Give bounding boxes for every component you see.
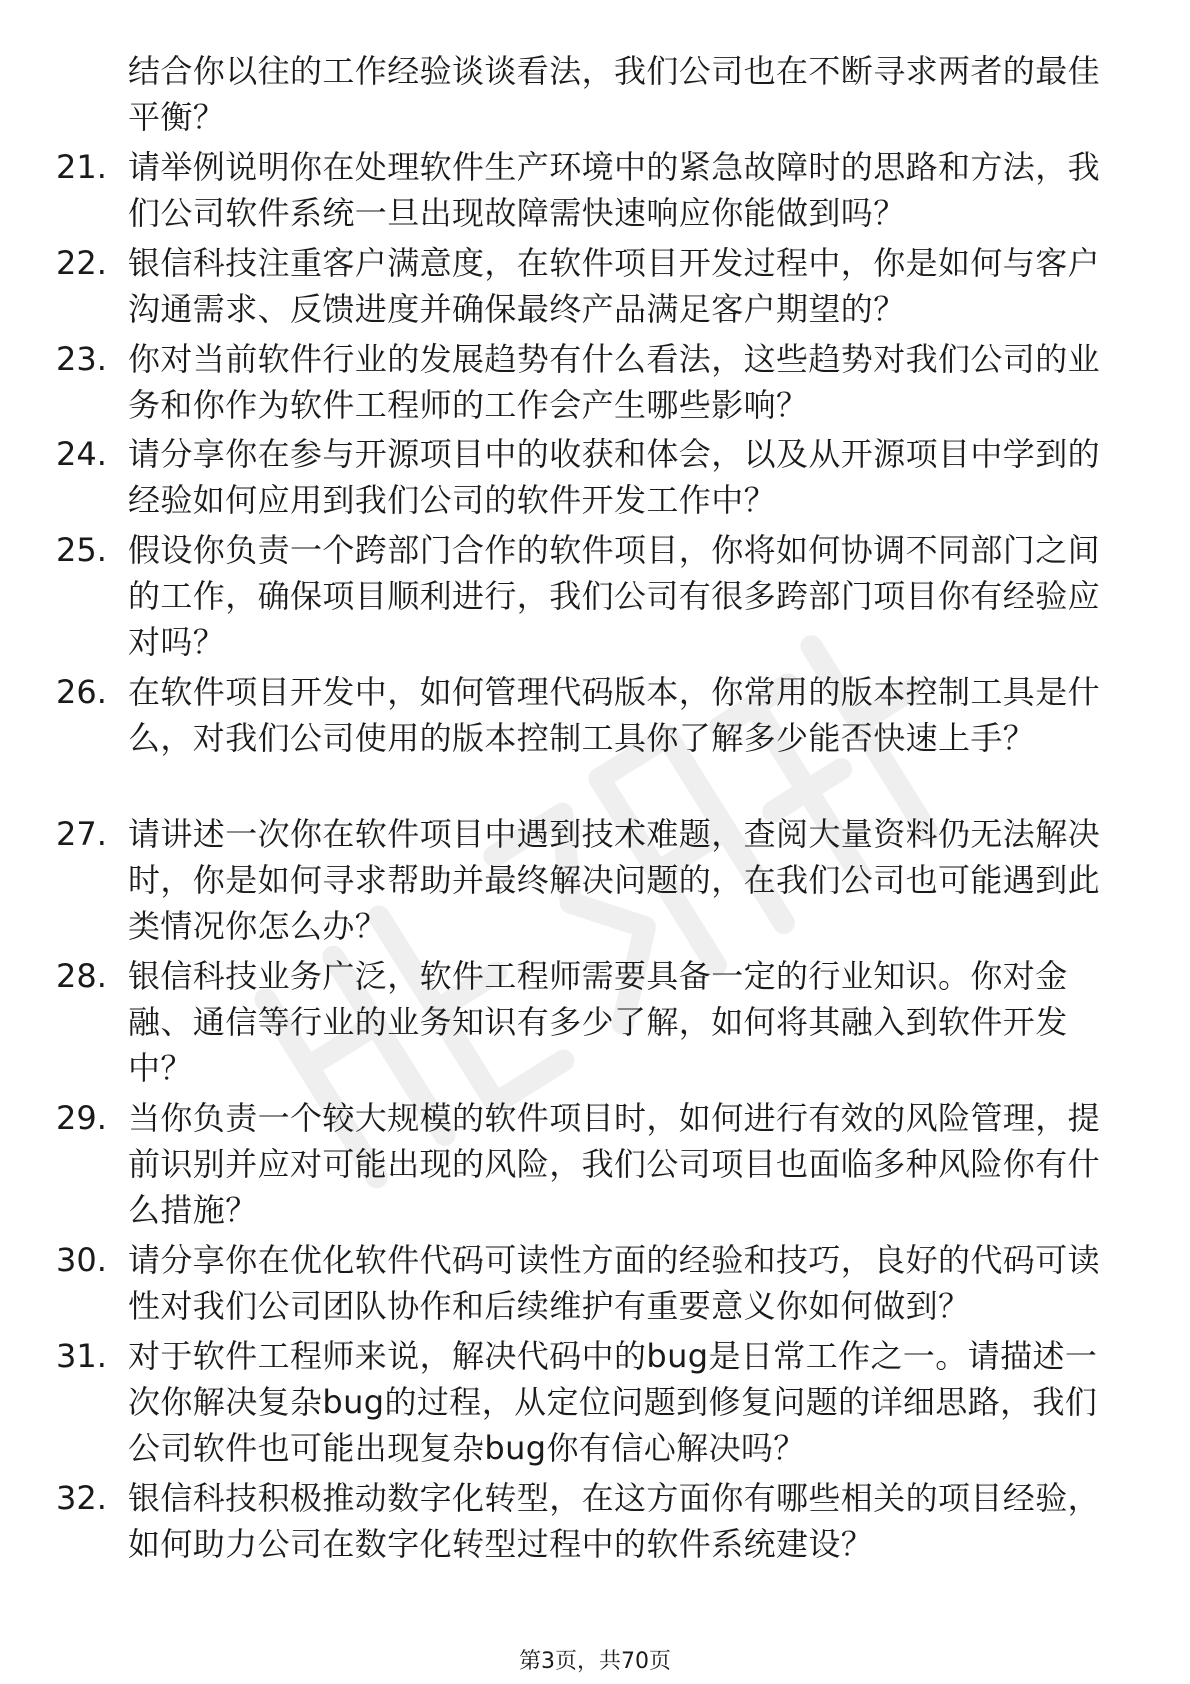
question-text: 对于软件工程师来说，解决代码中的bug是日常工作之一。请描述一次你解决复杂bug的过程，从定位问题到修复问题的详细思路，我们公司软件也可能出现复杂bug你有信心解决吗？ — [128, 1337, 1098, 1467]
question-text: 银信科技注重客户满意度，在软件项目开发过程中，你是如何与客户沟通需求、反馈进度并确保最终产品满足客户期望的？ — [128, 244, 1101, 328]
continuation-text: 结合你以往的工作经验谈谈看法，我们公司也在不断寻求两者的最佳平衡？ — [128, 52, 1101, 136]
question-number: 32. — [56, 1479, 107, 1517]
question-number: 31. — [56, 1337, 107, 1375]
question-text: 请讲述一次你在软件项目中遇到技术难题，查阅大量资料仍无法解决时，你是如何寻求帮助并最终解决问题的，在我们公司也可能遇到此类情况你怎么办？ — [128, 815, 1101, 945]
question-number: 30. — [56, 1241, 107, 1279]
question-number: 27. — [56, 815, 107, 853]
question-text: 请分享你在优化软件代码可读性方面的经验和技巧，良好的代码可读性对我们公司团队协作和后续维护有重要意义你如何做到？ — [128, 1241, 1101, 1325]
question-text: 银信科技积极推动数字化转型，在这方面你有哪些相关的项目经验，如何助力公司在数字化转型过程中的软件系统建设？ — [128, 1479, 1101, 1563]
question-number: 26. — [56, 673, 107, 711]
question-number: 23. — [56, 340, 107, 378]
question-number: 29. — [56, 1099, 107, 1137]
question-text: 银信科技业务广泛，软件工程师需要具备一定的行业知识。你对金融、通信等行业的业务知识有多少了解，如何将其融入到软件开发中？ — [128, 957, 1068, 1087]
question-number: 22. — [56, 244, 107, 282]
question-number: 28. — [56, 957, 107, 995]
page-footer: 第3页，共70页 — [519, 1649, 671, 1674]
question-number: 21. — [56, 148, 107, 186]
question-text: 当你负责一个较大规模的软件项目时，如何进行有效的风险管理，提前识别并应对可能出现的风险，我们公司项目也面临多种风险你有什么措施？ — [128, 1099, 1101, 1229]
question-text: 在软件项目开发中，如何管理代码版本，你常用的版本控制工具是什么，对我们公司使用的版本控制工具你了解多少能否快速上手？ — [128, 673, 1101, 757]
question-text: 假设你负责一个跨部门合作的软件项目，你将如何协调不同部门之间的工作，确保项目顺利进行，我们公司有很多跨部门项目你有经验应对吗？ — [128, 531, 1101, 661]
question-text: 请分享你在参与开源项目中的收获和体会，以及从开源项目中学到的经验如何应用到我们公司的软件开发工作中？ — [128, 435, 1101, 519]
question-text: 请举例说明你在处理软件生产环境中的紧急故障时的思路和方法，我们公司软件系统一旦出现故障需快速响应你能做到吗？ — [128, 148, 1101, 232]
question-number: 24. — [56, 435, 107, 473]
question-number: 25. — [56, 531, 107, 569]
question-text: 你对当前软件行业的发展趋势有什么看法，这些趋势对我们公司的业务和你作为软件工程师的工作会产生哪些影响？ — [128, 340, 1101, 424]
